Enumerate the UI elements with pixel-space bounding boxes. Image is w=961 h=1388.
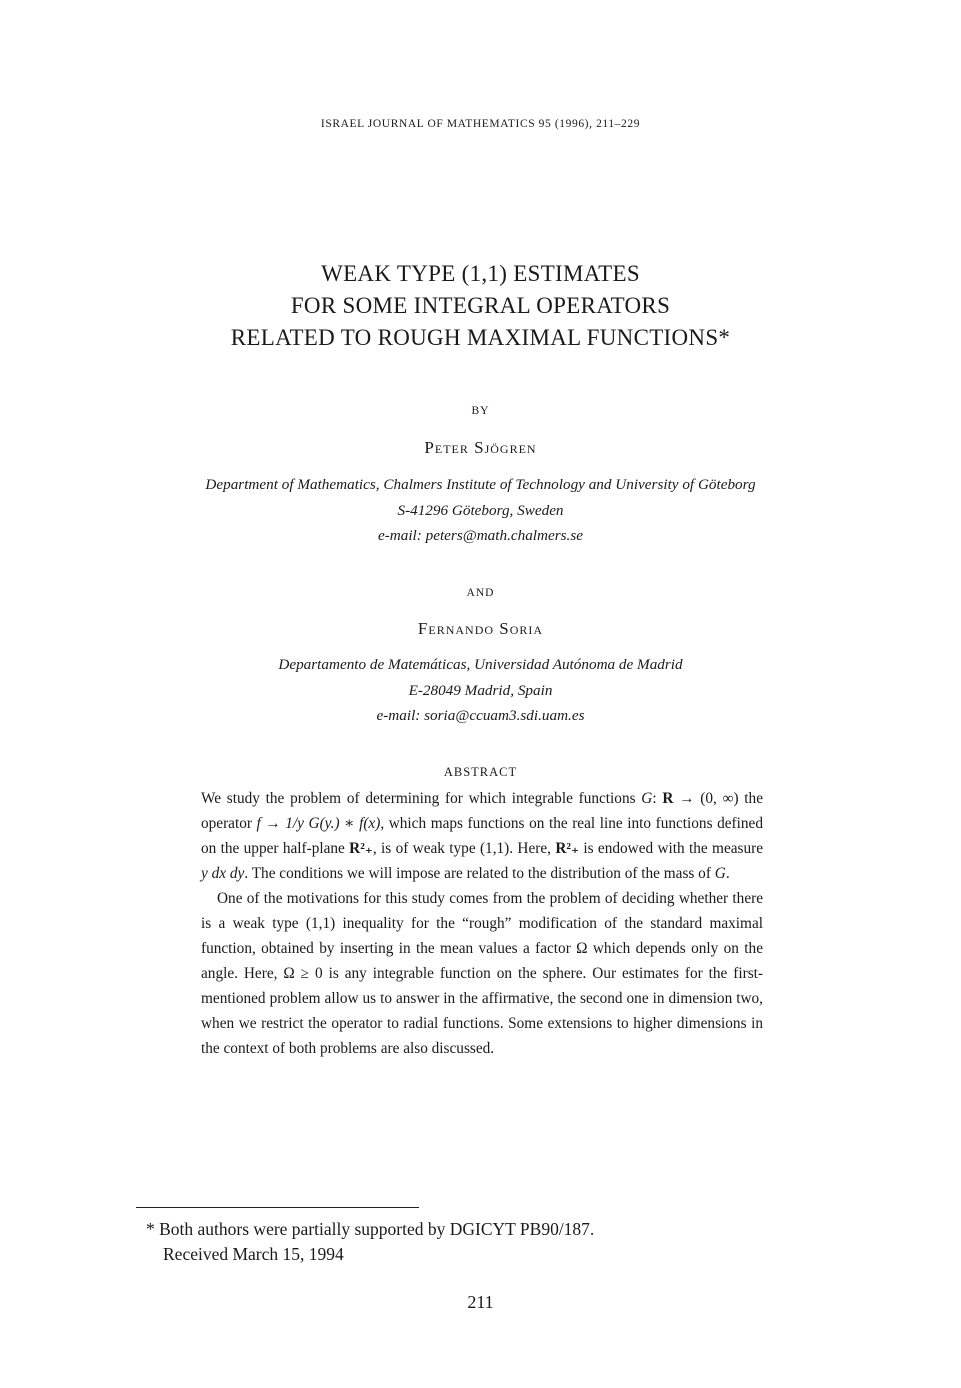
author-2-affiliation — [0, 652, 961, 729]
title-line-3: RELATED TO ROUGH MAXIMAL FUNCTIONS* — [230, 325, 731, 350]
abstract-text: is endowed with the measure — [579, 840, 764, 857]
footnote-rule — [136, 1207, 419, 1208]
math-measure: y dx dy — [201, 865, 245, 882]
abstract-paragraph-2: One of the motivations for this study comes from the problem of deciding whether there is a weak type (1,1) inequality for the “rough” modification of the standard maximal function, obtained by inserting in the mean values a factor Ω which depends only on the angle. Here, Ω ≥ 0 is any integrable function on the sphere. Our estimates for the first-mentioned problem allow us to answer in the affirmative, the second one in dimension two, when we restrict the operator to radial functions. Some extensions to higher dimensions in the context of both problems are also discussed. — [201, 890, 763, 1057]
and-label: AND — [466, 587, 495, 599]
abstract-text: . — [725, 865, 730, 882]
footnote — [146, 1217, 594, 1267]
abstract-text: : — [652, 790, 663, 807]
author-2-department: Departamento de Matemáticas, Universidad Autónoma de Madrid — [278, 656, 683, 673]
abstract-body — [201, 786, 763, 1061]
abstract-text: , which maps functions on the real line into functions defined on the upper half-plane — [201, 815, 763, 857]
math-G: G — [714, 865, 726, 882]
author-1-affiliation — [0, 472, 961, 549]
footnote-funding: * Both authors were partially supported by DGICYT PB90/187. — [146, 1219, 595, 1239]
math-halfplane: R²₊ — [555, 840, 580, 857]
author-1-department: Department of Mathematics, Chalmers Institute of Technology and University of Göteborg — [205, 476, 756, 493]
math-f: f — [256, 815, 261, 832]
author-2-name: Fernando Soria — [417, 619, 544, 638]
abstract-text: . The conditions we will impose are related to the distribution of the mass of — [244, 865, 715, 882]
math-G: G — [641, 790, 653, 807]
abstract-text: → — [260, 815, 286, 832]
by-label: BY — [471, 405, 490, 417]
abstract-paragraph-1 — [201, 786, 763, 886]
math-R: R — [662, 790, 674, 807]
title-line-1: WEAK TYPE (1,1) ESTIMATES — [321, 261, 640, 286]
abstract-text: → (0, ∞) the operator — [201, 790, 763, 832]
paper-title — [0, 258, 961, 354]
author-1-address: S-41296 Göteborg, Sweden — [397, 501, 564, 519]
math-fraction: 1/y — [285, 815, 304, 832]
title-line-2: FOR SOME INTEGRAL OPERATORS — [290, 293, 671, 318]
math-halfplane: R²₊ — [349, 840, 373, 857]
page-number: 211 — [467, 1292, 494, 1312]
author-1-email: e-mail: peters@math.chalmers.se — [377, 527, 584, 544]
abstract-text: , is of weak type (1,1). Here, — [372, 840, 556, 857]
author-2-address: E-28049 Madrid, Spain — [408, 681, 553, 699]
footnote-received: Received March 15, 1994 — [163, 1244, 344, 1264]
author-2-email: e-mail: soria@ccuam3.sdi.uam.es — [376, 707, 585, 724]
journal-header: ISRAEL JOURNAL OF MATHEMATICS 95 (1996), 211–229 — [320, 118, 641, 130]
abstract-heading: ABSTRACT — [443, 765, 518, 779]
author-1-name: Peter Sjögren — [424, 438, 537, 457]
abstract-text: We study the problem of determining for which integrable functions — [201, 790, 642, 807]
math-convolution: G(y.) ∗ f(x) — [303, 815, 381, 832]
